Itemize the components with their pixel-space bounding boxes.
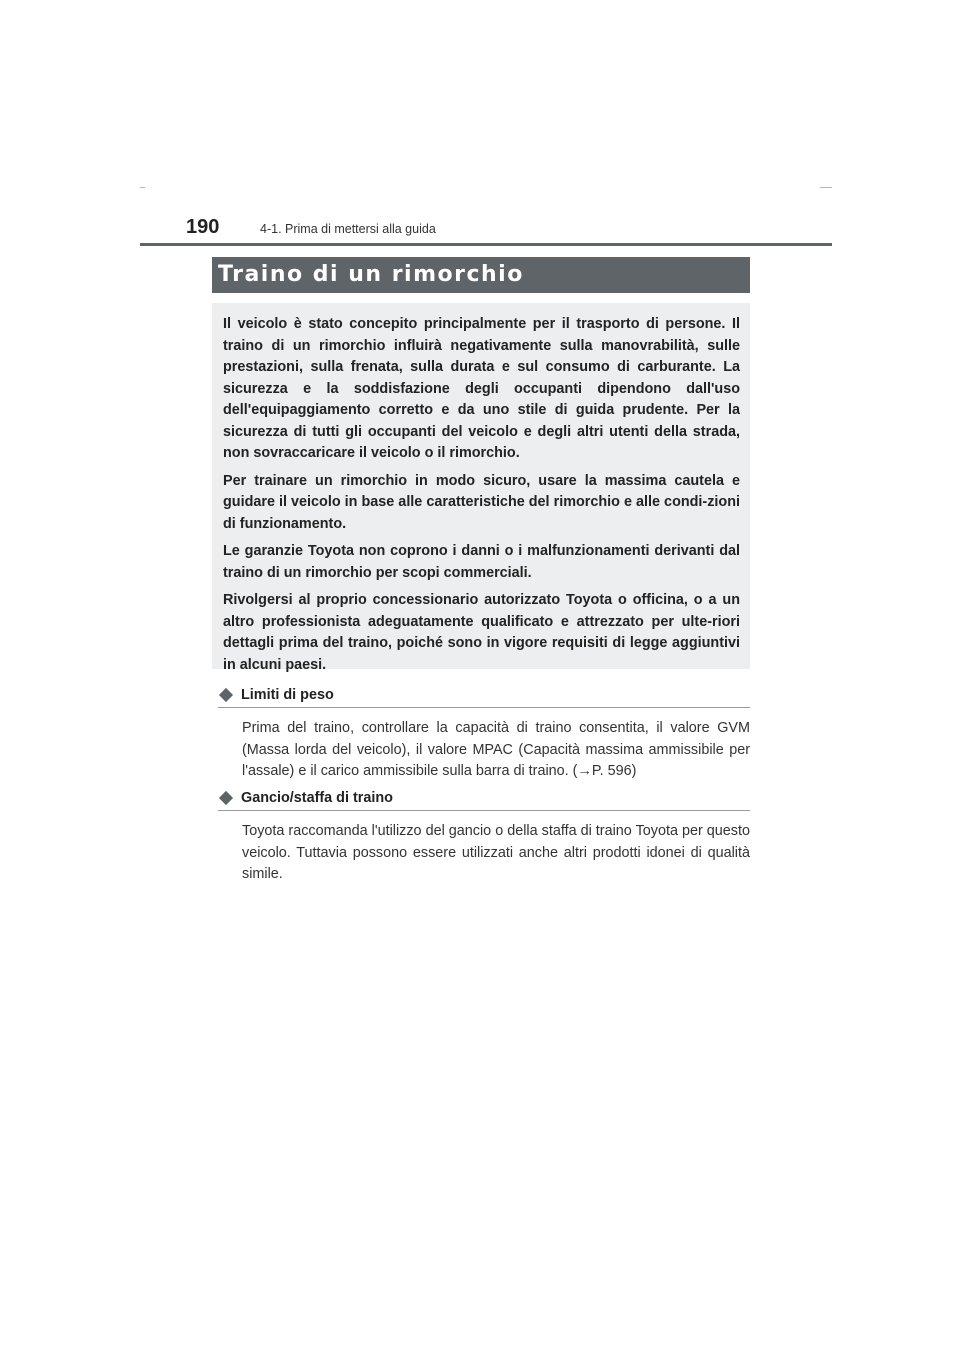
- crop-mark-left: [140, 187, 145, 188]
- intro-box: [212, 303, 750, 673]
- intro-paragraph: Rivolgersi al proprio concessionario autorizzato Toyota o officina, o a un altro professionista adeguatamente qualificato e attrezzato per ulte-riori dettagli prima del traino, poiché sono in vigore requisiti di legge aggiuntivi in alcuni paesi.: [223, 592, 740, 673]
- section-heading: [218, 684, 750, 708]
- section-weight-limits: [218, 684, 750, 783]
- crop-mark-right: [820, 187, 832, 188]
- section-tow-hitch: [218, 787, 750, 886]
- section-heading: [218, 787, 750, 811]
- section-body: Toyota raccomanda l'utilizzo del gancio o della staffa di traino Toyota per questo veicolo. Tuttavia possono essere utilizzati anche altri prodotti idonei di qualità simile.: [242, 823, 750, 882]
- diamond-icon: [219, 790, 233, 804]
- intro-paragraph: Per trainare un rimorchio in modo sicuro, usare la massima cautela e guidare il veicolo in base alle caratteristiche del rimorchio e alle condi-zioni di funzionamento.: [223, 472, 740, 532]
- page-number: 190: [186, 216, 220, 238]
- intro-paragraph: Le garanzie Toyota non coprono i danni o i malfunzionamenti derivanti dal traino di un rimorchio per scopi commerciali.: [223, 543, 740, 581]
- header-rule: [140, 243, 832, 246]
- section-body: Prima del traino, controllare la capacità di traino consentita, il valore GVM (Massa lorda del veicolo), il valore MPAC (Capacità massima ammissibile per l'assale) e il carico ammissibile sulla barra di traino. (→P. 596): [242, 720, 750, 779]
- diamond-icon: [219, 687, 233, 701]
- section-title-bar: [212, 257, 750, 293]
- section-heading-label: Gancio/staffa di traino: [241, 789, 393, 806]
- section-heading-label: Limiti di peso: [241, 686, 334, 703]
- page-title: Traino di un rimorchio: [218, 262, 524, 287]
- intro-paragraph: Il veicolo è stato concepito principalmente per il trasporto di persone. Il traino di un rimorchio influirà negativamente sulla manovrabilità, sulle prestazioni, sulla frenata, sulla durata e sul consumo di carburante. La sicurezza e la soddisfazione degli occupanti dipendono dall'uso dell'equipaggiamento corretto e da uno stile di guida prudente. Per la sicurezza di tutti gli occupanti del veicolo e degli altri utenti della strada, non sovraccaricare il veicolo o il rimorchio.: [223, 316, 740, 461]
- running-head: 4-1. Prima di mettersi alla guida: [260, 222, 436, 236]
